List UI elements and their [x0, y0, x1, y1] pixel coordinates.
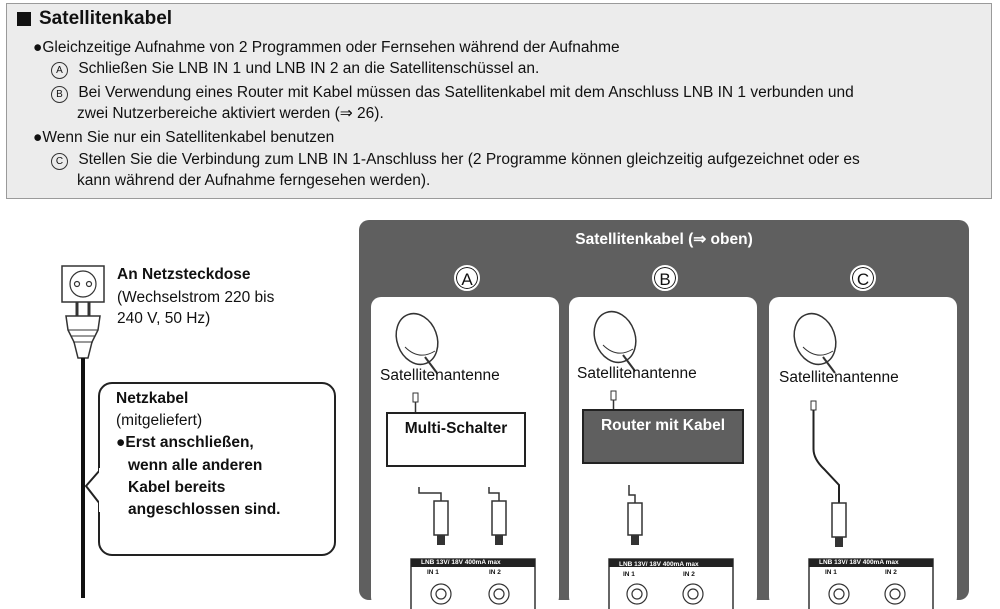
in2-label: IN 2: [683, 571, 695, 578]
in1-label: IN 1: [623, 571, 635, 578]
power-detail-line2: 240 V, 50 Hz): [117, 310, 211, 327]
section-title: Satellitenkabel: [39, 8, 173, 29]
column-c: [769, 297, 957, 607]
cable-note-line2: wenn alle anderen: [128, 457, 263, 474]
column-letter-b: B: [652, 265, 678, 291]
circle-a-icon: A: [51, 62, 68, 79]
item-c-cont: kann während der Aufnahme ferngesehen werden).: [77, 172, 431, 189]
bullet-dot-icon: ●: [33, 39, 43, 56]
port-spec-label: LNB 13V/ 18V 400mA max: [819, 559, 899, 566]
direct-wiring: [769, 389, 957, 609]
bubble-pointer: [84, 468, 102, 512]
bullet-dot-icon: ●: [33, 129, 43, 146]
cable-note-line1: ●Erst anschließen,: [116, 434, 254, 451]
antenna-label: Satellitenantenne: [380, 367, 500, 384]
antenna-label: Satellitenantenne: [779, 369, 899, 386]
instruction-box: [6, 3, 992, 199]
antenna-label: Satellitenantenne: [577, 365, 697, 382]
power-title: An Netzsteckdose: [117, 266, 251, 283]
satellite-dish-icon: [787, 307, 847, 377]
square-bullet-icon: [17, 12, 31, 26]
item-b-cont: zwei Nutzerbereiche aktiviert werden (⇒ 26).: [77, 105, 384, 122]
port-spec-label: LNB 13V/ 18V 400mA max: [421, 559, 501, 566]
in1-label: IN 1: [825, 569, 837, 576]
column-letter-c: C: [850, 265, 876, 291]
column-a: [371, 297, 559, 607]
bullet-dot-icon: ●: [116, 434, 126, 451]
circle-c-icon: C: [51, 153, 68, 170]
cable-note-line3: Kabel bereits: [128, 479, 226, 496]
cable-sub: (mitgeliefert): [116, 412, 203, 429]
item-c: C Stellen Sie die Verbindung zum LNB IN 1-Anschluss her (2 Programme können gleichzeitig aufgezeichnet oder es: [51, 150, 860, 170]
bullet-simultaneous: ●Gleichzeitige Aufnahme von 2 Programmen oder Fernsehen während der Aufnahme: [33, 39, 620, 56]
in2-label: IN 2: [885, 569, 897, 576]
circle-b-icon: B: [51, 86, 68, 103]
cable-note-line4: angeschlossen sind.: [128, 501, 281, 518]
port-spec-label: LNB 13V/ 18V 400mA max: [619, 561, 699, 568]
in1-label: IN 1: [427, 569, 439, 576]
router-box: Router mit Kabel: [582, 409, 744, 464]
power-detail-line1: (Wechselstrom 220 bis: [117, 289, 275, 306]
item-a: A Schließen Sie LNB IN 1 und LNB IN 2 an die Satellitenschüssel an.: [51, 59, 539, 79]
in2-label: IN 2: [489, 569, 501, 576]
panel-title: Satellitenkabel (⇒ oben): [575, 231, 753, 248]
cable-title: Netzkabel: [116, 390, 189, 407]
item-b: B Bei Verwendung eines Router mit Kabel müssen das Satellitenkabel mit dem Anschluss LNB IN 1 verbunden und: [51, 83, 854, 103]
column-letter-a: A: [454, 265, 480, 291]
bullet-single-cable: ●Wenn Sie nur ein Satellitenkabel benutzen: [33, 129, 335, 146]
column-b: [569, 297, 757, 607]
cable-note-bubble: [98, 382, 336, 556]
section-heading: [17, 8, 172, 30]
satellite-panel: [359, 220, 969, 600]
multiswitch-box: Multi-Schalter: [386, 412, 526, 467]
